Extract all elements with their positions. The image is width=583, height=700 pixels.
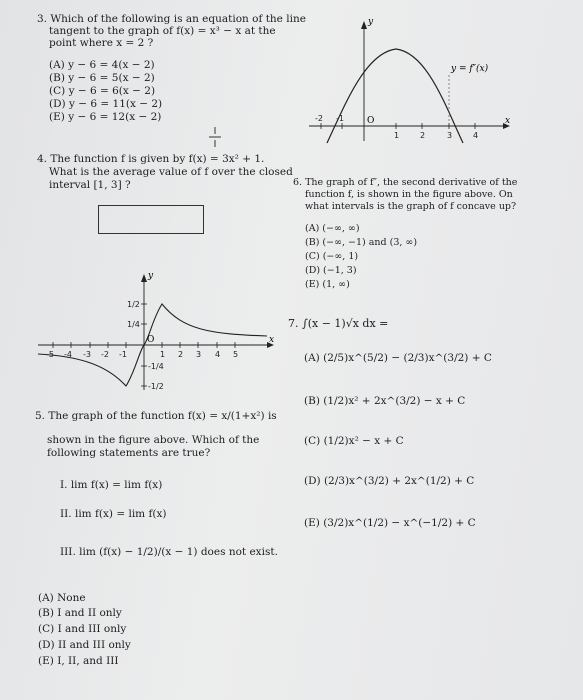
q5-x-tick--1: -1	[119, 350, 127, 359]
q6-x-tick-4: 4	[473, 131, 479, 140]
q5-x-tick-4: 4	[215, 350, 221, 359]
q6-choice-c[interactable]: (C) (−∞, 1)	[305, 251, 359, 262]
q5-stem-line-1: 5. The graph of the function f(x) = x/(1+x²) is	[35, 410, 277, 422]
q3-stem-line-3: point where x = 2 ?	[49, 37, 154, 49]
q6-x-tick-2: 2	[420, 131, 426, 140]
q5-y-axis-arrow	[141, 274, 147, 282]
q6-choice-a[interactable]: (A) (−∞, ∞)	[305, 223, 360, 234]
q6-y-axis-arrow	[361, 21, 367, 29]
q6-x-tick-1: 1	[394, 131, 400, 140]
q5-y-tick-quarter: 1/4	[127, 320, 140, 329]
q5-x-tick-2: 2	[178, 350, 184, 359]
q3-choice-e[interactable]: (E) y − 6 = 12(x − 2)	[49, 111, 162, 123]
q5-y-tick-half: 1/2	[127, 300, 140, 309]
q6-y-axis-label: y	[368, 17, 374, 27]
q6-stem-line-2: function f, is shown in the figure above. On	[305, 189, 513, 200]
q6-x-tick--2: -2	[315, 114, 323, 123]
q7-choice-b[interactable]: (B) (1/2)x² + 2x^(3/2) − x + C	[304, 395, 466, 407]
q6-origin-label: O	[367, 116, 375, 126]
q5-x-tick-3: 3	[196, 350, 202, 359]
q3-choice-d[interactable]: (D) y − 6 = 11(x − 2)	[49, 98, 163, 110]
q5-x-axis-label: x	[269, 335, 275, 345]
q6-choice-b[interactable]: (B) (−∞, −1) and (3, ∞)	[305, 237, 418, 248]
pen-scribble	[205, 125, 225, 155]
q5-y-tick-neg-half: -1/2	[148, 382, 164, 391]
q5-x-tick-1: 1	[160, 350, 166, 359]
q7-choice-a[interactable]: (A) (2/5)x^(5/2) − (2/3)x^(3/2) + C	[304, 352, 492, 364]
q5-choice-c[interactable]: (C) I and III only	[38, 623, 127, 635]
q5-graph	[35, 268, 275, 396]
q5-statement-1: I. lim f(x) = lim f(x)	[60, 479, 163, 491]
q5-y-axis-label: y	[148, 271, 154, 281]
q5-x-tick--2: -2	[101, 350, 109, 359]
q4-stem-line-3: interval [1, 3] ?	[49, 179, 131, 191]
q5-origin-label: O	[147, 335, 155, 345]
q5-choice-e[interactable]: (E) I, II, and III	[38, 655, 119, 667]
q5-statement-2: II. lim f(x) = lim f(x)	[60, 508, 167, 520]
q6-x-axis-label: x	[505, 116, 511, 126]
q5-y-tick-neg-quarter: -1/4	[148, 362, 164, 371]
q4-stem-line-1: 4. The function f is given by f(x) = 3x² + 1.	[37, 153, 265, 165]
q5-statement-3: III. lim (f(x) − 1/2)/(x − 1) does not exist.	[60, 546, 278, 558]
q5-choice-a[interactable]: (A) None	[38, 592, 86, 604]
q3-choice-c[interactable]: (C) y − 6 = 6(x − 2)	[49, 85, 156, 97]
q3-stem-line-1: 3. Which of the following is an equation of the line	[37, 13, 306, 25]
q5-x-tick--5: -5	[46, 350, 54, 359]
q6-choice-e[interactable]: (E) (1, ∞)	[305, 279, 350, 290]
q5-choice-b[interactable]: (B) I and II only	[38, 607, 122, 619]
q7-stem: 7. ∫(x − 1)√x dx =	[288, 317, 389, 330]
q3-choice-b[interactable]: (B) y − 6 = 5(x − 2)	[49, 72, 155, 84]
q4-stem-line-2: What is the average value of f over the closed	[49, 166, 293, 178]
q3-stem-line-2: tangent to the graph of f(x) = x³ − x at the	[49, 25, 276, 37]
q6-curve-label: y = f″(x)	[451, 64, 489, 74]
q5-x-tick-5: 5	[233, 350, 239, 359]
q5-stem-line-3: following statements are true?	[47, 447, 211, 459]
q6-x-tick--1: -1	[336, 114, 344, 123]
q6-stem-line-1: 6. The graph of f″, the second derivative of the	[293, 177, 518, 188]
q5-stem-line-2: shown in the figure above. Which of the	[47, 434, 260, 446]
q6-graph	[305, 15, 510, 145]
q6-stem-line-3: what intervals is the graph of f concave up?	[305, 201, 517, 212]
q5-x-tick--4: -4	[64, 350, 72, 359]
q5-x-tick--3: -3	[83, 350, 91, 359]
q4-answer-box[interactable]	[98, 205, 204, 234]
q6-x-tick-3: 3	[447, 131, 453, 140]
q6-second-derivative-curve	[327, 49, 463, 143]
q3-choice-a[interactable]: (A) y − 6 = 4(x − 2)	[49, 59, 155, 71]
q7-choice-d[interactable]: (D) (2/3)x^(3/2) + 2x^(1/2) + C	[304, 475, 475, 487]
q6-choice-d[interactable]: (D) (−1, 3)	[305, 265, 357, 276]
q5-choice-d[interactable]: (D) II and III only	[38, 639, 131, 651]
q7-choice-e[interactable]: (E) (3/2)x^(1/2) − x^(−1/2) + C	[304, 517, 476, 529]
q7-choice-c[interactable]: (C) (1/2)x² − x + C	[304, 435, 404, 447]
